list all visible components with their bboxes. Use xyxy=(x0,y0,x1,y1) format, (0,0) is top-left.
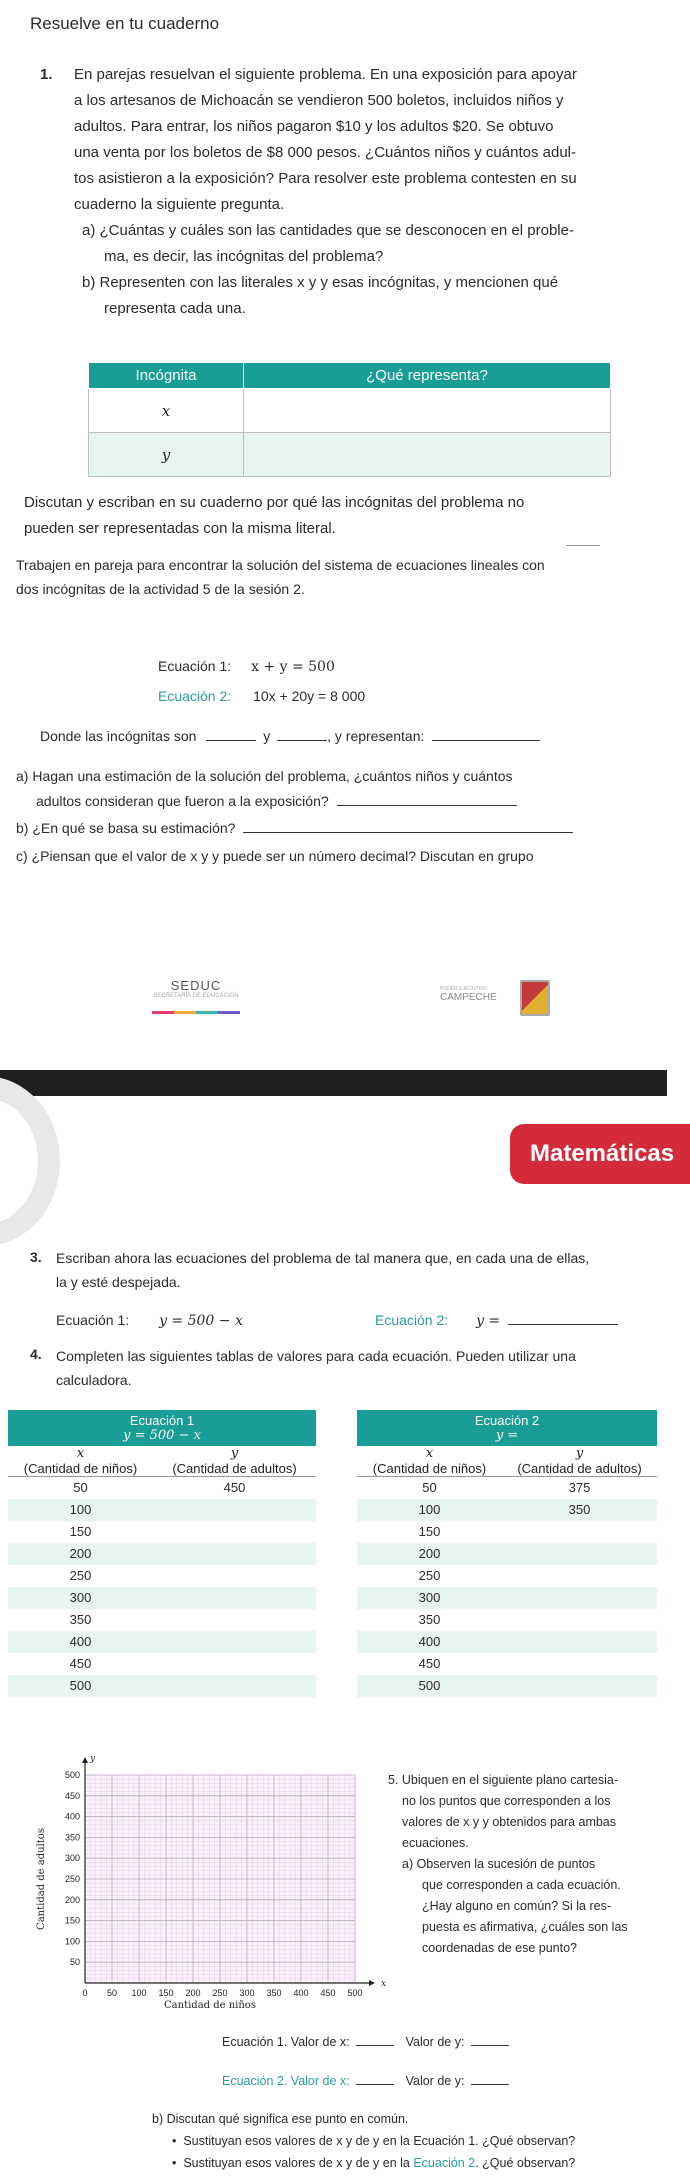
table-row xyxy=(8,1477,316,1499)
table-row xyxy=(357,1521,657,1543)
bullet-text: . ¿Qué observan? xyxy=(475,2156,576,2170)
q5a-line: que corresponden a cada ecuación. xyxy=(422,1878,621,1892)
value-label: Valor de y: xyxy=(405,2074,465,2088)
cell-x: 300 xyxy=(8,1587,153,1609)
table-row xyxy=(8,1631,316,1653)
column-var: x xyxy=(425,1446,434,1461)
table-row xyxy=(357,1499,657,1521)
table-row xyxy=(8,1675,316,1697)
cell-y[interactable] xyxy=(502,1675,657,1697)
section-2-question-a xyxy=(16,764,656,814)
column-var: x xyxy=(76,1446,85,1461)
cell-y[interactable] xyxy=(153,1587,316,1609)
question-line: a) Hagan una estimación de la solución del problema, ¿cuántos niños y cuántos xyxy=(16,768,513,784)
values-table-equation-1 xyxy=(8,1410,316,1697)
seduc-sub-text: SECRETARÍA DE EDUCACIÓN xyxy=(153,993,239,999)
problem-line: cuaderno la siguiente pregunta. xyxy=(74,196,285,213)
table-row xyxy=(357,1565,657,1587)
cell-x: 400 xyxy=(357,1631,502,1653)
answer-blank[interactable] xyxy=(356,2084,394,2085)
table-row xyxy=(357,1631,657,1653)
y-tick-label: 150 xyxy=(64,1915,80,1926)
column-header-y xyxy=(502,1446,657,1477)
y-axis-arrow-icon xyxy=(82,1757,88,1763)
answer-blank[interactable] xyxy=(471,2084,509,2085)
cell-x: 150 xyxy=(69,1524,92,1539)
q5-line: no los puntos que corresponden a los xyxy=(402,1794,611,1808)
intro-line: dos incógnitas de la actividad 5 de la sesión 2. xyxy=(16,581,305,597)
value-label: Ecuación 2. Valor de x: xyxy=(222,2074,350,2088)
y-tick-label: 200 xyxy=(64,1894,80,1905)
x-tick-label: 500 xyxy=(347,1988,363,1998)
cell-x: 200 xyxy=(357,1543,502,1565)
cell-x: 500 xyxy=(357,1675,502,1697)
section-2-intro xyxy=(16,553,656,601)
question-line: ma, es decir, las incógnitas del problema? xyxy=(104,248,384,265)
problem-line: En parejas resuelvan el siguiente problema. En una exposición para apoyar xyxy=(74,66,577,83)
question-1b xyxy=(82,270,622,322)
page-1 xyxy=(0,0,667,1070)
campeche-text: CAMPECHE xyxy=(440,992,497,1003)
cell-y[interactable] xyxy=(153,1499,316,1521)
q4-text xyxy=(56,1344,666,1392)
value-label: Valor de y: xyxy=(405,2035,465,2049)
problem-line: tos asistieron a la exposición? Para resolver este problema contesten en su xyxy=(74,170,577,187)
equation-text: y = 500 − x xyxy=(159,1313,243,1329)
q5a-line: a) Observen la sucesión de puntos xyxy=(402,1857,596,1871)
intro-line: Trabajen en pareja para encontrar la solución del sistema de ecuaciones lineales con xyxy=(16,557,545,573)
cell-x: 350 xyxy=(69,1612,92,1627)
table-row xyxy=(8,1587,316,1609)
eq1-values-line xyxy=(222,2035,509,2049)
q3-text xyxy=(56,1246,666,1294)
x-axis-title: Cantidad de niños xyxy=(164,2000,256,2011)
equation-label: Ecuación 2: xyxy=(375,1312,449,1328)
table-row xyxy=(8,1499,316,1521)
equation-text: y = xyxy=(476,1313,501,1329)
answer-blank[interactable] xyxy=(432,740,540,741)
q5b-text: b) Discutan qué significa ese punto en común. xyxy=(152,2112,409,2126)
cell-y[interactable] xyxy=(502,1521,657,1543)
values-table-equation-2 xyxy=(357,1410,657,1697)
equation-1 xyxy=(158,658,335,675)
bullet-1 xyxy=(172,2134,575,2148)
x-tick-label: 0 xyxy=(82,1988,88,1998)
column-var: y xyxy=(575,1446,584,1461)
y-tick-label: 300 xyxy=(64,1853,80,1864)
y-tick-label: 400 xyxy=(64,1811,80,1822)
equation-label: Ecuación 1: xyxy=(158,658,232,674)
incognitas-line xyxy=(40,728,540,744)
discuss-line: Discutan y escriban en su cuaderno por qué las incógnitas del problema no xyxy=(24,494,525,511)
cell-x: 350 xyxy=(418,1612,441,1627)
q5a-line: coordenadas de ese punto? xyxy=(422,1941,577,1955)
x-axis-var: x xyxy=(381,1979,387,1989)
seduc-logo xyxy=(136,978,256,1019)
divider-line xyxy=(566,545,600,546)
bullet-2 xyxy=(172,2156,575,2170)
cell-x: 50 xyxy=(73,1480,88,1496)
cell-x: 300 xyxy=(357,1587,502,1609)
section-2-question-b xyxy=(16,820,573,836)
cell-x: 250 xyxy=(418,1568,441,1583)
table-row xyxy=(8,1521,316,1543)
seduc-text: SEDUC xyxy=(170,978,222,993)
table-title xyxy=(357,1410,657,1446)
equation-text: x + y = 500 xyxy=(251,659,335,675)
table-header-incognita: Incógnita xyxy=(89,363,244,389)
answer-blank[interactable] xyxy=(471,2045,509,2046)
x-tick-label: 350 xyxy=(266,1988,282,1998)
q5-line: valores de x y y obtenidos para ambas xyxy=(402,1815,617,1829)
cell-y[interactable] xyxy=(153,1653,316,1675)
table-cell-empty[interactable] xyxy=(244,389,611,433)
x-tick-label: 100 xyxy=(131,1988,147,1998)
campeche-logo xyxy=(440,986,520,1003)
x-tick-label: 450 xyxy=(320,1988,336,1998)
cell-x: 100 xyxy=(8,1499,153,1521)
cell-y[interactable] xyxy=(153,1609,316,1631)
table-formula: y = xyxy=(495,1428,519,1443)
question-line: adultos consideran que fueron a la exposición? xyxy=(36,793,329,809)
donde-rep: , y representan: xyxy=(327,728,425,744)
table-row xyxy=(357,1543,657,1565)
q5-text xyxy=(388,1770,653,1959)
answer-blank[interactable] xyxy=(243,832,573,833)
cell-y[interactable]: 350 xyxy=(502,1499,657,1521)
equation-label: Ecuación 2: xyxy=(158,688,232,704)
equation-text: 10x + 20y = 8 000 xyxy=(253,688,366,704)
table-row xyxy=(8,1653,316,1675)
answer-blank[interactable] xyxy=(356,2045,394,2046)
table-row xyxy=(357,1675,657,1697)
column-label: (Cantidad de adultos) xyxy=(517,1461,642,1476)
cell-y[interactable]: 450 xyxy=(223,1480,246,1496)
eq2-values-line xyxy=(222,2074,509,2088)
table-title xyxy=(8,1410,316,1446)
q3-number: 3. xyxy=(30,1249,42,1265)
table-row xyxy=(8,1543,316,1565)
table-row xyxy=(8,1609,316,1631)
table-cell-y: y xyxy=(89,433,244,477)
cell-y[interactable] xyxy=(153,1565,316,1587)
y-tick-label: 450 xyxy=(64,1790,80,1801)
bullet-icon: • xyxy=(172,2134,184,2148)
y-tick-label: 350 xyxy=(64,1832,80,1843)
table-title-text: Ecuación 1 xyxy=(129,1413,195,1428)
question-1a xyxy=(82,218,622,270)
answer-blank[interactable] xyxy=(337,805,517,806)
cell-x: 150 xyxy=(418,1524,441,1539)
subject-tab: Matemáticas xyxy=(510,1124,690,1184)
q3-line: Escriban ahora las ecuaciones del problema de tal manera que, en cada una de ellas, xyxy=(56,1250,590,1266)
y-tick-label: 100 xyxy=(64,1936,80,1947)
problem-line: una venta por los boletos de $8 000 pesos. ¿Cuántos niños y cuántos adul- xyxy=(74,144,576,161)
q5-line: 5. Ubiquen en el siguiente plano cartesia- xyxy=(388,1773,619,1787)
y-axis-var: y xyxy=(90,1754,96,1764)
answer-blank[interactable] xyxy=(508,1324,618,1325)
problem-1-text xyxy=(74,62,634,218)
q4-line: Completen las siguientes tablas de valores para cada ecuación. Pueden utilizar una xyxy=(56,1348,576,1364)
y-tick-label: 500 xyxy=(64,1770,80,1780)
bullet-equation: Ecuación 2 xyxy=(413,2156,476,2170)
question-line: b) Representen con las literales x y y esas incógnitas, y mencionen qué xyxy=(82,274,559,291)
cell-y[interactable] xyxy=(153,1631,316,1653)
cell-y[interactable] xyxy=(502,1587,657,1609)
question-b-text: b) ¿En qué se basa su estimación? xyxy=(16,820,236,836)
cell-y[interactable] xyxy=(153,1521,316,1543)
table-row xyxy=(8,1565,316,1587)
poder-text: PODER EJECUTIVO xyxy=(440,986,488,992)
column-header-y xyxy=(153,1446,316,1477)
answer-blank[interactable] xyxy=(277,740,327,741)
q5a-line: ¿Hay alguno en común? Si la res- xyxy=(422,1899,611,1913)
cell-y[interactable] xyxy=(153,1675,316,1697)
column-label: (Cantidad de adultos) xyxy=(172,1461,297,1476)
cell-x: 400 xyxy=(8,1631,153,1653)
table-cell-empty[interactable] xyxy=(244,433,611,477)
cell-y[interactable] xyxy=(502,1653,657,1675)
equation-label: Ecuación 1: xyxy=(56,1312,130,1328)
x-tick-label: 250 xyxy=(212,1988,228,1998)
x-tick-label: 150 xyxy=(158,1988,174,1998)
column-header-x xyxy=(357,1446,502,1477)
donde-text: Donde las incógnitas son xyxy=(40,728,197,744)
cell-y[interactable] xyxy=(502,1565,657,1587)
cartesian-plane[interactable] xyxy=(30,1754,387,2025)
column-label: (Cantidad de niños) xyxy=(372,1461,487,1476)
cell-x: 450 xyxy=(69,1656,92,1671)
decorative-arc xyxy=(0,1076,60,1246)
campeche-coat-of-arms-icon xyxy=(520,980,550,1016)
y-axis-title: Cantidad de adultos xyxy=(36,1828,47,1930)
unknowns-table xyxy=(88,362,611,477)
cell-x: 450 xyxy=(418,1656,441,1671)
seduc-color-bar xyxy=(136,1001,256,1019)
x-tick-label: 300 xyxy=(239,1988,255,1998)
q3-line: la y esté despejada. xyxy=(56,1274,181,1290)
table-row xyxy=(357,1587,657,1609)
q4-line: calculadora. xyxy=(56,1372,132,1388)
x-axis-arrow-icon xyxy=(369,1980,375,1986)
discuss-line: pueden ser representadas con la misma literal. xyxy=(24,520,336,537)
y-tick-label: 250 xyxy=(64,1874,80,1884)
discuss-text xyxy=(24,490,644,542)
page-title: Resuelve en tu cuaderno xyxy=(30,14,220,33)
cell-y[interactable] xyxy=(502,1543,657,1565)
column-header-x xyxy=(8,1446,153,1477)
y-tick-label: 50 xyxy=(69,1957,80,1968)
cell-x: 250 xyxy=(69,1568,92,1583)
q4-number: 4. xyxy=(30,1346,42,1362)
cell-x: 50 xyxy=(422,1480,437,1496)
table-cell-x: x xyxy=(89,389,244,433)
answer-blank[interactable] xyxy=(206,740,256,741)
table-row xyxy=(357,1477,657,1499)
cell-x: 100 xyxy=(357,1499,502,1521)
donde-y: y xyxy=(263,728,271,744)
column-var: y xyxy=(230,1446,239,1461)
x-tick-label: 200 xyxy=(185,1988,201,1998)
value-label: Ecuación 1. Valor de x: xyxy=(222,2035,350,2049)
table-row xyxy=(357,1609,657,1631)
cell-y[interactable] xyxy=(502,1609,657,1631)
cell-y[interactable]: 375 xyxy=(568,1480,591,1496)
equation-2 xyxy=(158,688,365,704)
problem-line: adultos. Para entrar, los niños pagaron $10 y los adultos $20. Se obtuvo xyxy=(74,118,554,135)
table-header-que-representa: ¿Qué representa? xyxy=(244,363,611,389)
table-row xyxy=(357,1653,657,1675)
bullet-icon: • xyxy=(172,2156,184,2170)
bullet-text: Sustituyan esos valores de x y de y en la Ecuación 1. ¿Qué observan? xyxy=(183,2134,576,2148)
x-tick-label: 400 xyxy=(293,1988,309,1998)
table-title-text: Ecuación 2 xyxy=(474,1413,540,1428)
problem-line: a los artesanos de Michoacán se vendieron 500 boletos, incluidos niños y xyxy=(74,92,564,109)
cell-y[interactable] xyxy=(502,1631,657,1653)
q3-equation-2 xyxy=(375,1312,618,1329)
column-label: (Cantidad de niños) xyxy=(23,1461,138,1476)
table-formula: y = 500 − x xyxy=(123,1428,201,1443)
cell-x: 200 xyxy=(8,1543,153,1565)
question-line: a) ¿Cuántas y cuáles son las cantidades que se desconocen en el proble- xyxy=(82,222,574,239)
cell-x: 500 xyxy=(8,1675,153,1697)
cell-y[interactable] xyxy=(153,1543,316,1565)
question-line-wrap xyxy=(16,789,656,814)
bullet-text: Sustituyan esos valores de x y de y en la xyxy=(183,2156,410,2170)
question-line: representa cada una. xyxy=(104,300,246,317)
x-tick-label: 50 xyxy=(106,1988,118,1998)
section-2-question-c: c) ¿Piensan que el valor de x y y puede ser un número decimal? Discutan en grupo xyxy=(16,848,534,864)
q5a-line: puesta es afirmativa, ¿cuáles son las xyxy=(422,1920,628,1934)
q3-equation-1 xyxy=(56,1312,243,1329)
problem-1-number: 1. xyxy=(40,66,53,83)
q5-line: ecuaciones. xyxy=(402,1836,469,1850)
page-separator-band xyxy=(0,1070,667,1096)
